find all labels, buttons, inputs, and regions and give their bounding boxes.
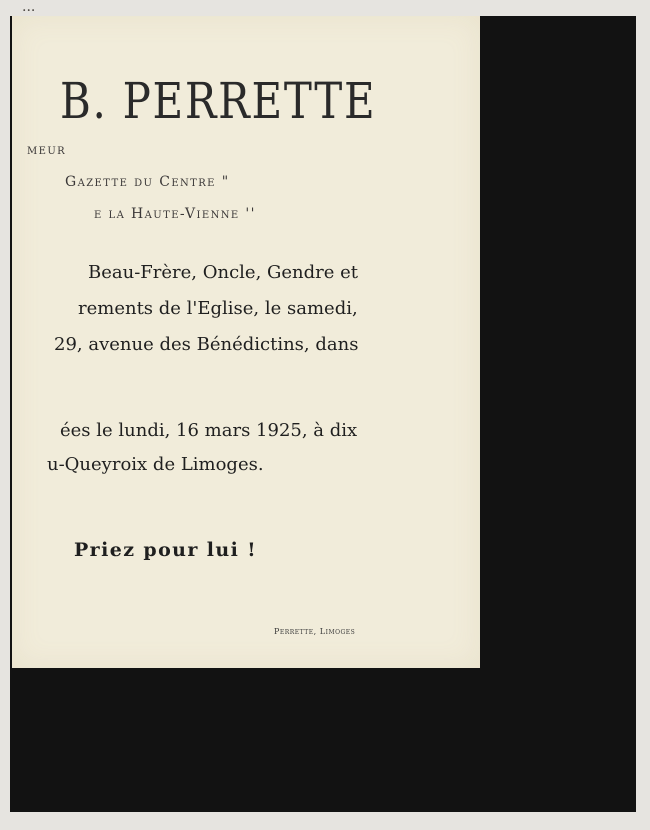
- body-line-5: u-Queyroix de Limoges.: [47, 454, 264, 475]
- funeral-notice-paper: [12, 16, 480, 668]
- family-name-heading: B. PERRETTE: [60, 72, 377, 130]
- body-line-3: 29, avenue des Bénédictins, dans: [54, 334, 359, 355]
- subtitle-line-1: meur: [27, 142, 67, 158]
- prayer-line: Priez pour lui !: [74, 539, 258, 561]
- body-line-2: rements de l'Eglise, le samedi,: [78, 298, 358, 319]
- top-text-fragment: ...: [22, 0, 36, 15]
- subtitle-line-3: e la Haute-Vienne '': [94, 206, 256, 222]
- subtitle-line-2: Gazette du Centre ": [65, 174, 230, 190]
- body-line-4: ées le lundi, 16 mars 1925, à dix: [60, 420, 358, 441]
- printer-credit: Perrette, Limoges: [274, 627, 356, 636]
- body-line-1: Beau-Frère, Oncle, Gendre et: [88, 262, 359, 283]
